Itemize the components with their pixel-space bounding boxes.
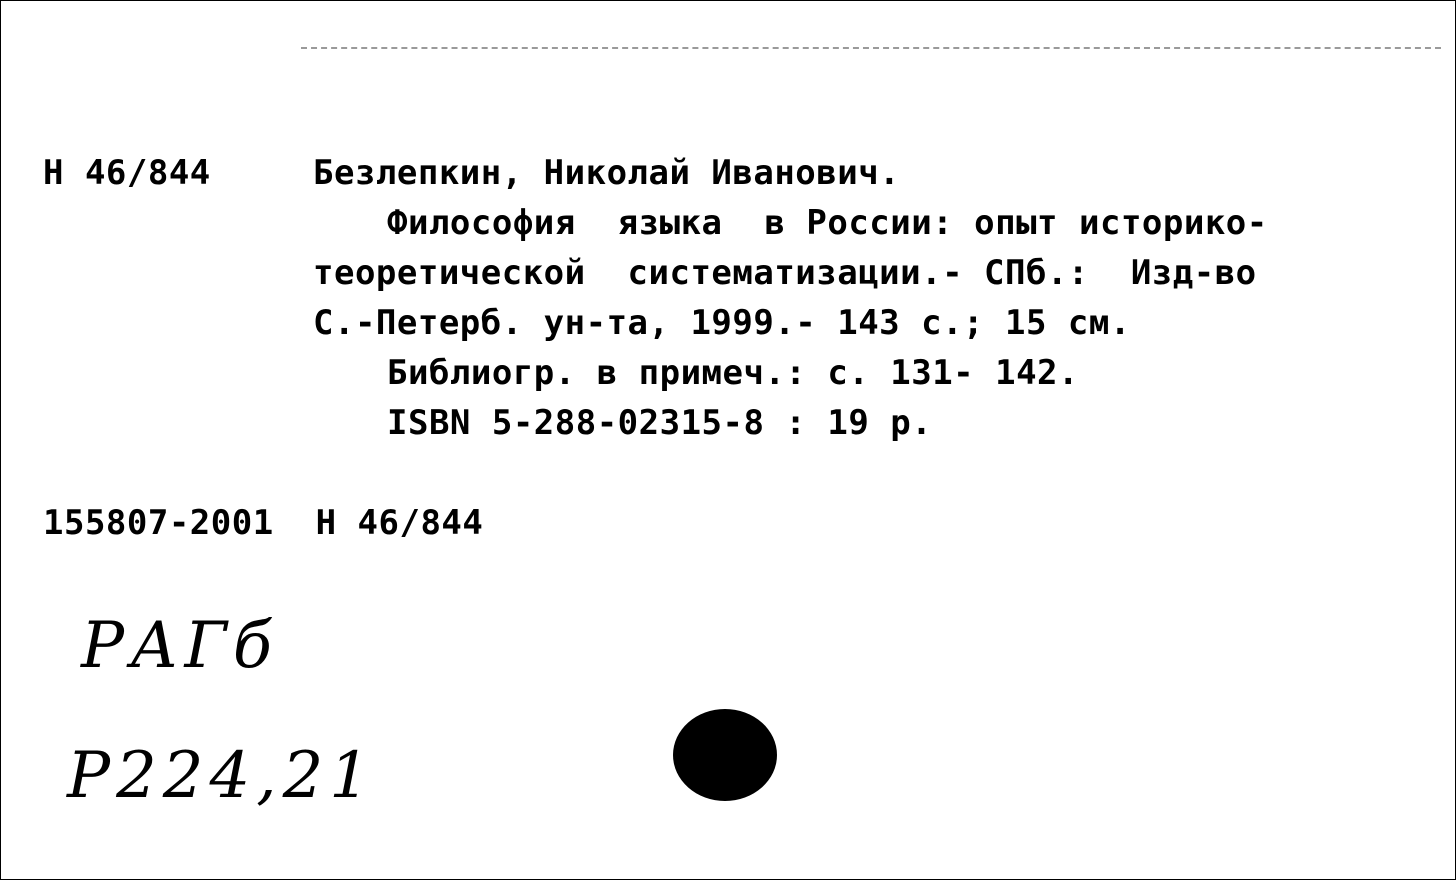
accession-number: 155807-2001 Н 46/844: [43, 503, 484, 543]
handwritten-code-2: Р224,21: [67, 739, 376, 813]
dashed-rule: [301, 47, 1441, 49]
shelfmark: Н 46/844: [43, 153, 211, 193]
title-line-3: С.-Петерб. ун-та, 1999.- 143 с.; 15 см.: [313, 303, 1131, 343]
bibliography-note: Библиогр. в примеч.: с. 131- 142.: [387, 353, 1080, 393]
author-heading: Безлепкин, Николай Иванович.: [313, 153, 901, 193]
isbn-price: ISBN 5-288-02315-8 : 19 р.: [387, 403, 933, 443]
handwritten-code-1: РАГб: [81, 609, 278, 683]
punch-hole: [673, 709, 777, 801]
title-line-2: теоретической систематизации.- СПб.: Изд-во: [313, 253, 1257, 293]
title-line-1: Философия языка в России: опыт историко-: [387, 203, 1268, 243]
